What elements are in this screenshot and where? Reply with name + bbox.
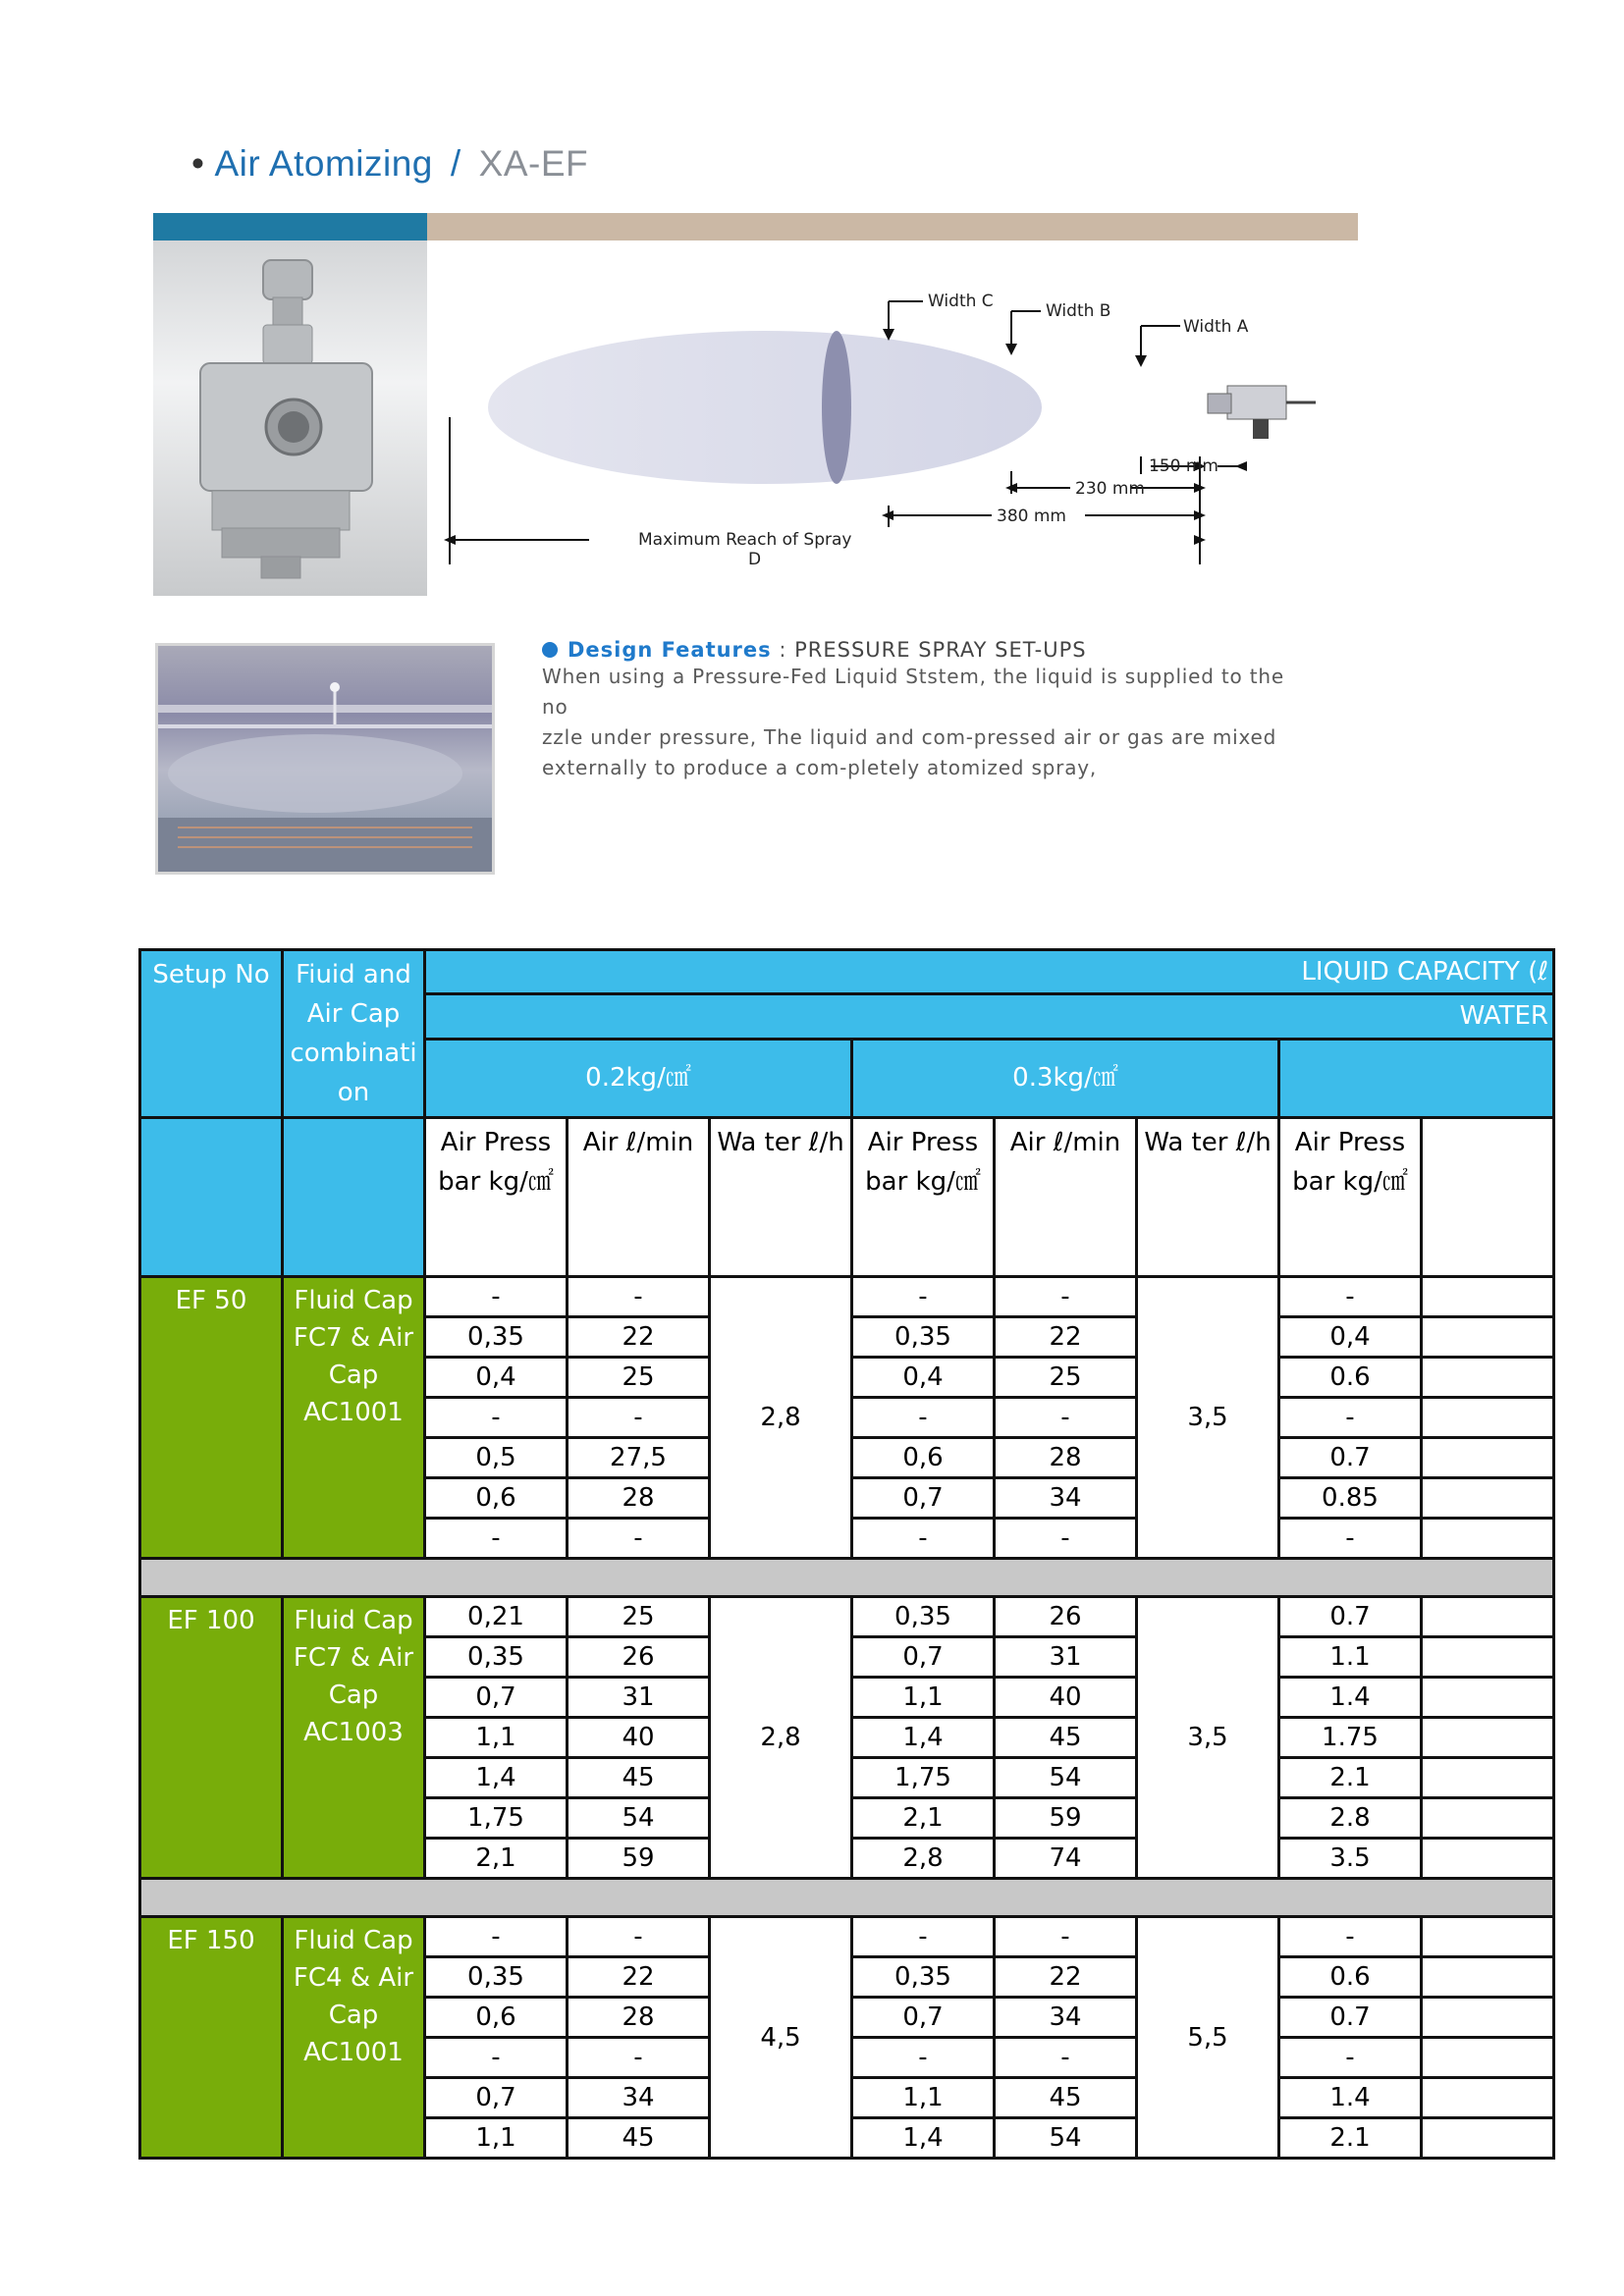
feature-line-2: no <box>542 695 568 719</box>
air-flow-1-cell: - <box>568 1519 710 1559</box>
pressure-header-2: 0.3kg/㎠ <box>852 1039 1279 1117</box>
air-flow-2-cell: 45 <box>995 1718 1137 1758</box>
air-press-2-cell: 0,35 <box>852 1317 995 1358</box>
air-press-2-cell: - <box>852 1519 995 1559</box>
title-separator: / <box>450 143 461 184</box>
header-filler-fluid <box>283 1118 425 1277</box>
spray-scene-illustration <box>158 646 492 872</box>
air-press-2-cell: 0,7 <box>852 1637 995 1678</box>
air-press-1-cell: 0,35 <box>425 1637 568 1678</box>
air-flow-2-cell: 59 <box>995 1798 1137 1839</box>
sub-header-air-press-1: Air Press bar kg/㎠ <box>425 1118 568 1277</box>
air-press-3-cell: 0.7 <box>1279 1998 1422 2038</box>
air-press-3-cell: - <box>1279 1519 1422 1559</box>
air-flow-2-cell: - <box>995 1917 1137 1957</box>
group-separator <box>140 1879 1554 1917</box>
trailing-cell <box>1422 2038 1554 2078</box>
fluid-air-cap-cell: Fluid Cap FC4 & Air Cap AC1001 <box>283 1917 425 2159</box>
air-press-3-cell: - <box>1279 1398 1422 1438</box>
air-press-1-cell: 0,5 <box>425 1438 568 1478</box>
air-press-1-cell: 1,1 <box>425 2118 568 2159</box>
trailing-cell <box>1422 1637 1554 1678</box>
air-press-3-cell: 0.85 <box>1279 1478 1422 1519</box>
trailing-cell <box>1422 1597 1554 1637</box>
air-press-1-cell: - <box>425 2038 568 2078</box>
width-c-label: Width C <box>928 292 994 311</box>
air-flow-1-cell: - <box>568 1917 710 1957</box>
air-press-2-cell: 0,35 <box>852 1597 995 1637</box>
air-flow-1-cell: 45 <box>568 2118 710 2159</box>
pressure-header-3 <box>1279 1039 1554 1117</box>
air-press-1-cell: 1,1 <box>425 1718 568 1758</box>
water-2-cell: 5,5 <box>1137 1917 1279 2159</box>
air-flow-2-cell: 31 <box>995 1637 1137 1678</box>
nozzle-illustration <box>153 240 427 596</box>
capacity-table-body <box>140 1277 1554 2159</box>
width-b-label: Width B <box>1046 301 1111 321</box>
design-features <box>542 638 1357 783</box>
air-press-1-cell: 0,6 <box>425 1998 568 2038</box>
air-press-2-cell: - <box>852 1398 995 1438</box>
trailing-cell <box>1422 1277 1554 1317</box>
max-reach-d-label: D <box>748 550 762 569</box>
air-flow-1-cell: 54 <box>568 1798 710 1839</box>
air-flow-2-cell: - <box>995 1398 1137 1438</box>
width-a-label: Width A <box>1183 317 1249 337</box>
air-flow-2-cell: 34 <box>995 1998 1137 2038</box>
air-press-2-cell: 2,8 <box>852 1839 995 1879</box>
air-flow-1-cell: 22 <box>568 1957 710 1998</box>
air-press-3-cell: 0.7 <box>1279 1597 1422 1637</box>
capacity-table-container <box>138 948 1548 2165</box>
air-press-1-cell: 0,21 <box>425 1597 568 1637</box>
air-flow-1-cell: - <box>568 2038 710 2078</box>
model-name: XA-EF <box>478 143 589 184</box>
sub-header-air-flow-1: Air ℓ/min <box>568 1118 710 1277</box>
air-flow-1-cell: 31 <box>568 1678 710 1718</box>
air-press-1-cell: 1,75 <box>425 1798 568 1839</box>
header-filler-setup <box>140 1118 283 1277</box>
air-flow-1-cell: - <box>568 1398 710 1438</box>
fluid-air-cap-cell: Fluid Cap FC7 & Air Cap AC1003 <box>283 1597 425 1879</box>
water-header <box>425 994 1554 1039</box>
air-flow-1-cell: 28 <box>568 1998 710 2038</box>
air-press-2-cell: - <box>852 1277 995 1317</box>
air-press-1-cell: 2,1 <box>425 1839 568 1879</box>
trailing-cell <box>1422 1678 1554 1718</box>
trailing-cell <box>1422 1839 1554 1879</box>
product-line: Air Atomizing <box>214 143 433 184</box>
air-flow-2-cell: 34 <box>995 1478 1137 1519</box>
air-press-1-cell: 0,35 <box>425 1317 568 1358</box>
table-row <box>140 1277 1554 1317</box>
air-press-1-cell: 0,6 <box>425 1478 568 1519</box>
trailing-cell <box>1422 1398 1554 1438</box>
table-row <box>140 1597 1554 1637</box>
air-press-2-cell: 1,75 <box>852 1758 995 1798</box>
air-flow-2-cell: - <box>995 2038 1137 2078</box>
air-flow-2-cell: 25 <box>995 1358 1137 1398</box>
sub-header-air-flow-2: Air ℓ/min <box>995 1118 1137 1277</box>
setup-no-cell: EF 100 <box>140 1597 283 1879</box>
trailing-cell <box>1422 1798 1554 1839</box>
air-press-3-cell: 1.1 <box>1279 1637 1422 1678</box>
nozzle-head-icon <box>1208 386 1316 439</box>
spray-scene-photo <box>155 643 495 875</box>
trailing-cell <box>1422 1358 1554 1398</box>
trailing-cell <box>1422 1998 1554 2038</box>
air-press-3-cell: 1.4 <box>1279 2078 1422 2118</box>
air-press-2-cell: 1,4 <box>852 2118 995 2159</box>
air-flow-1-cell: 27,5 <box>568 1438 710 1478</box>
air-flow-1-cell: 34 <box>568 2078 710 2118</box>
air-press-3-cell: - <box>1279 1277 1422 1317</box>
design-features-value: PRESSURE SPRAY SET-UPS <box>794 638 1087 662</box>
air-flow-1-cell: 40 <box>568 1718 710 1758</box>
nozzle-product-photo <box>153 240 427 596</box>
air-flow-1-cell: 28 <box>568 1478 710 1519</box>
setup-no-cell: EF 50 <box>140 1277 283 1559</box>
air-press-2-cell: 1,1 <box>852 1678 995 1718</box>
air-flow-2-cell: - <box>995 1519 1137 1559</box>
trailing-cell <box>1422 1519 1554 1559</box>
air-press-1-cell: - <box>425 1398 568 1438</box>
air-press-1-cell: - <box>425 1519 568 1559</box>
header-band-tan <box>427 213 1358 240</box>
design-features-colon: : <box>771 638 795 662</box>
trailing-cell <box>1422 1758 1554 1798</box>
spray-cone-shape <box>488 331 1042 484</box>
air-press-2-cell: - <box>852 1917 995 1957</box>
sub-header-air-press-3: Air Press bar kg/㎠ <box>1279 1118 1422 1277</box>
air-flow-1-cell: 45 <box>568 1758 710 1798</box>
air-flow-2-cell: 22 <box>995 1957 1137 1998</box>
spray-pattern-diagram <box>432 250 1355 574</box>
air-press-2-cell: 1,1 <box>852 2078 995 2118</box>
header-band-blue <box>153 213 427 240</box>
bullet-dot-icon <box>542 642 558 658</box>
air-press-2-cell: 0,4 <box>852 1358 995 1398</box>
air-press-1-cell: 0,35 <box>425 1957 568 1998</box>
air-flow-1-cell: 22 <box>568 1317 710 1358</box>
air-press-2-cell: 0,7 <box>852 1478 995 1519</box>
air-press-3-cell: 0.6 <box>1279 1358 1422 1398</box>
air-press-1-cell: - <box>425 1277 568 1317</box>
dim-150-label: 150 mm <box>1149 456 1218 476</box>
max-reach-label: Maximum Reach of Spray <box>638 530 852 550</box>
air-press-2-cell: 2,1 <box>852 1798 995 1839</box>
liquid-capacity-text: LIQUID CAPACITY (ℓ <box>1301 957 1548 988</box>
air-flow-2-cell: 54 <box>995 2118 1137 2159</box>
air-flow-2-cell: 26 <box>995 1597 1137 1637</box>
dim-380-label: 380 mm <box>997 507 1066 526</box>
air-press-2-cell: 1,4 <box>852 1718 995 1758</box>
air-flow-2-cell: 74 <box>995 1839 1137 1879</box>
air-press-2-cell: 0,35 <box>852 1957 995 1998</box>
fluid-air-cap-cell: Fluid Cap FC7 & Air Cap AC1001 <box>283 1277 425 1559</box>
air-press-3-cell: 2.1 <box>1279 2118 1422 2159</box>
trailing-cell <box>1422 1317 1554 1358</box>
dim-230-label: 230 mm <box>1075 479 1145 499</box>
trailing-cell <box>1422 1478 1554 1519</box>
air-press-2-cell: - <box>852 2038 995 2078</box>
group-separator <box>140 1559 1554 1597</box>
feature-line-1: When using a Pressure-Fed Liquid Ststem, the liquid is supplied to the <box>542 665 1284 688</box>
air-flow-2-cell: 28 <box>995 1438 1137 1478</box>
air-flow-2-cell: - <box>995 1277 1137 1317</box>
air-press-3-cell: 3.5 <box>1279 1839 1422 1879</box>
page-title <box>191 143 588 185</box>
air-press-3-cell: 2.8 <box>1279 1798 1422 1839</box>
capacity-table <box>138 948 1555 2160</box>
water-2-cell: 3,5 <box>1137 1597 1279 1879</box>
air-flow-1-cell: 26 <box>568 1637 710 1678</box>
sub-header-filler <box>1422 1118 1554 1277</box>
air-flow-2-cell: 40 <box>995 1678 1137 1718</box>
air-press-2-cell: 0,6 <box>852 1438 995 1478</box>
air-press-3-cell: 0.6 <box>1279 1957 1422 1998</box>
air-press-1-cell: 1,4 <box>425 1758 568 1798</box>
trailing-cell <box>1422 2078 1554 2118</box>
air-flow-1-cell: 59 <box>568 1839 710 1879</box>
air-flow-1-cell: - <box>568 1277 710 1317</box>
trailing-cell <box>1422 2118 1554 2159</box>
water-text: WATER <box>1459 1001 1548 1032</box>
air-flow-2-cell: 54 <box>995 1758 1137 1798</box>
trailing-cell <box>1422 1957 1554 1998</box>
air-flow-2-cell: 22 <box>995 1317 1137 1358</box>
sub-header-water-1: Wa ter ℓ/h <box>710 1118 852 1277</box>
air-press-3-cell: 1.75 <box>1279 1718 1422 1758</box>
air-press-1-cell: - <box>425 1917 568 1957</box>
air-press-3-cell: 2.1 <box>1279 1758 1422 1798</box>
group-separator-row <box>140 1559 1554 1597</box>
air-press-2-cell: 0,7 <box>852 1998 995 2038</box>
air-press-1-cell: 0,4 <box>425 1358 568 1398</box>
pressure-header-1: 0.2kg/㎠ <box>425 1039 852 1117</box>
title-bullet: • <box>191 143 205 184</box>
air-press-1-cell: 0,7 <box>425 1678 568 1718</box>
water-1-cell: 2,8 <box>710 1277 852 1559</box>
air-press-3-cell: 0,4 <box>1279 1317 1422 1358</box>
setup-no-cell: EF 150 <box>140 1917 283 2159</box>
water-1-cell: 2,8 <box>710 1597 852 1879</box>
fluid-air-cap-header: Fiuid and Air Cap combinati on <box>283 950 425 1118</box>
air-flow-1-cell: 25 <box>568 1358 710 1398</box>
feature-line-4: externally to produce a com-pletely atomized spray, <box>542 756 1098 779</box>
air-flow-2-cell: 45 <box>995 2078 1137 2118</box>
trailing-cell <box>1422 1718 1554 1758</box>
water-1-cell: 4,5 <box>710 1917 852 2159</box>
table-row <box>140 1917 1554 1957</box>
sub-header-air-press-2: Air Press bar kg/㎠ <box>852 1118 995 1277</box>
trailing-cell <box>1422 1917 1554 1957</box>
spray-cross-section <box>822 331 851 484</box>
air-press-1-cell: 0,7 <box>425 2078 568 2118</box>
feature-line-3: zzle under pressure, The liquid and com-pressed air or gas are mixed <box>542 725 1277 749</box>
trailing-cell <box>1422 1438 1554 1478</box>
design-features-label: Design Features <box>568 638 772 662</box>
sub-header-water-2: Wa ter ℓ/h <box>1137 1118 1279 1277</box>
air-flow-1-cell: 25 <box>568 1597 710 1637</box>
water-2-cell: 3,5 <box>1137 1277 1279 1559</box>
liquid-capacity-header <box>425 950 1554 994</box>
air-press-3-cell: 0.7 <box>1279 1438 1422 1478</box>
setup-no-header: Setup No <box>140 950 283 1118</box>
air-press-3-cell: - <box>1279 1917 1422 1957</box>
air-press-3-cell: 1.4 <box>1279 1678 1422 1718</box>
air-press-3-cell: - <box>1279 2038 1422 2078</box>
group-separator-row <box>140 1879 1554 1917</box>
design-features-heading <box>542 638 1357 662</box>
